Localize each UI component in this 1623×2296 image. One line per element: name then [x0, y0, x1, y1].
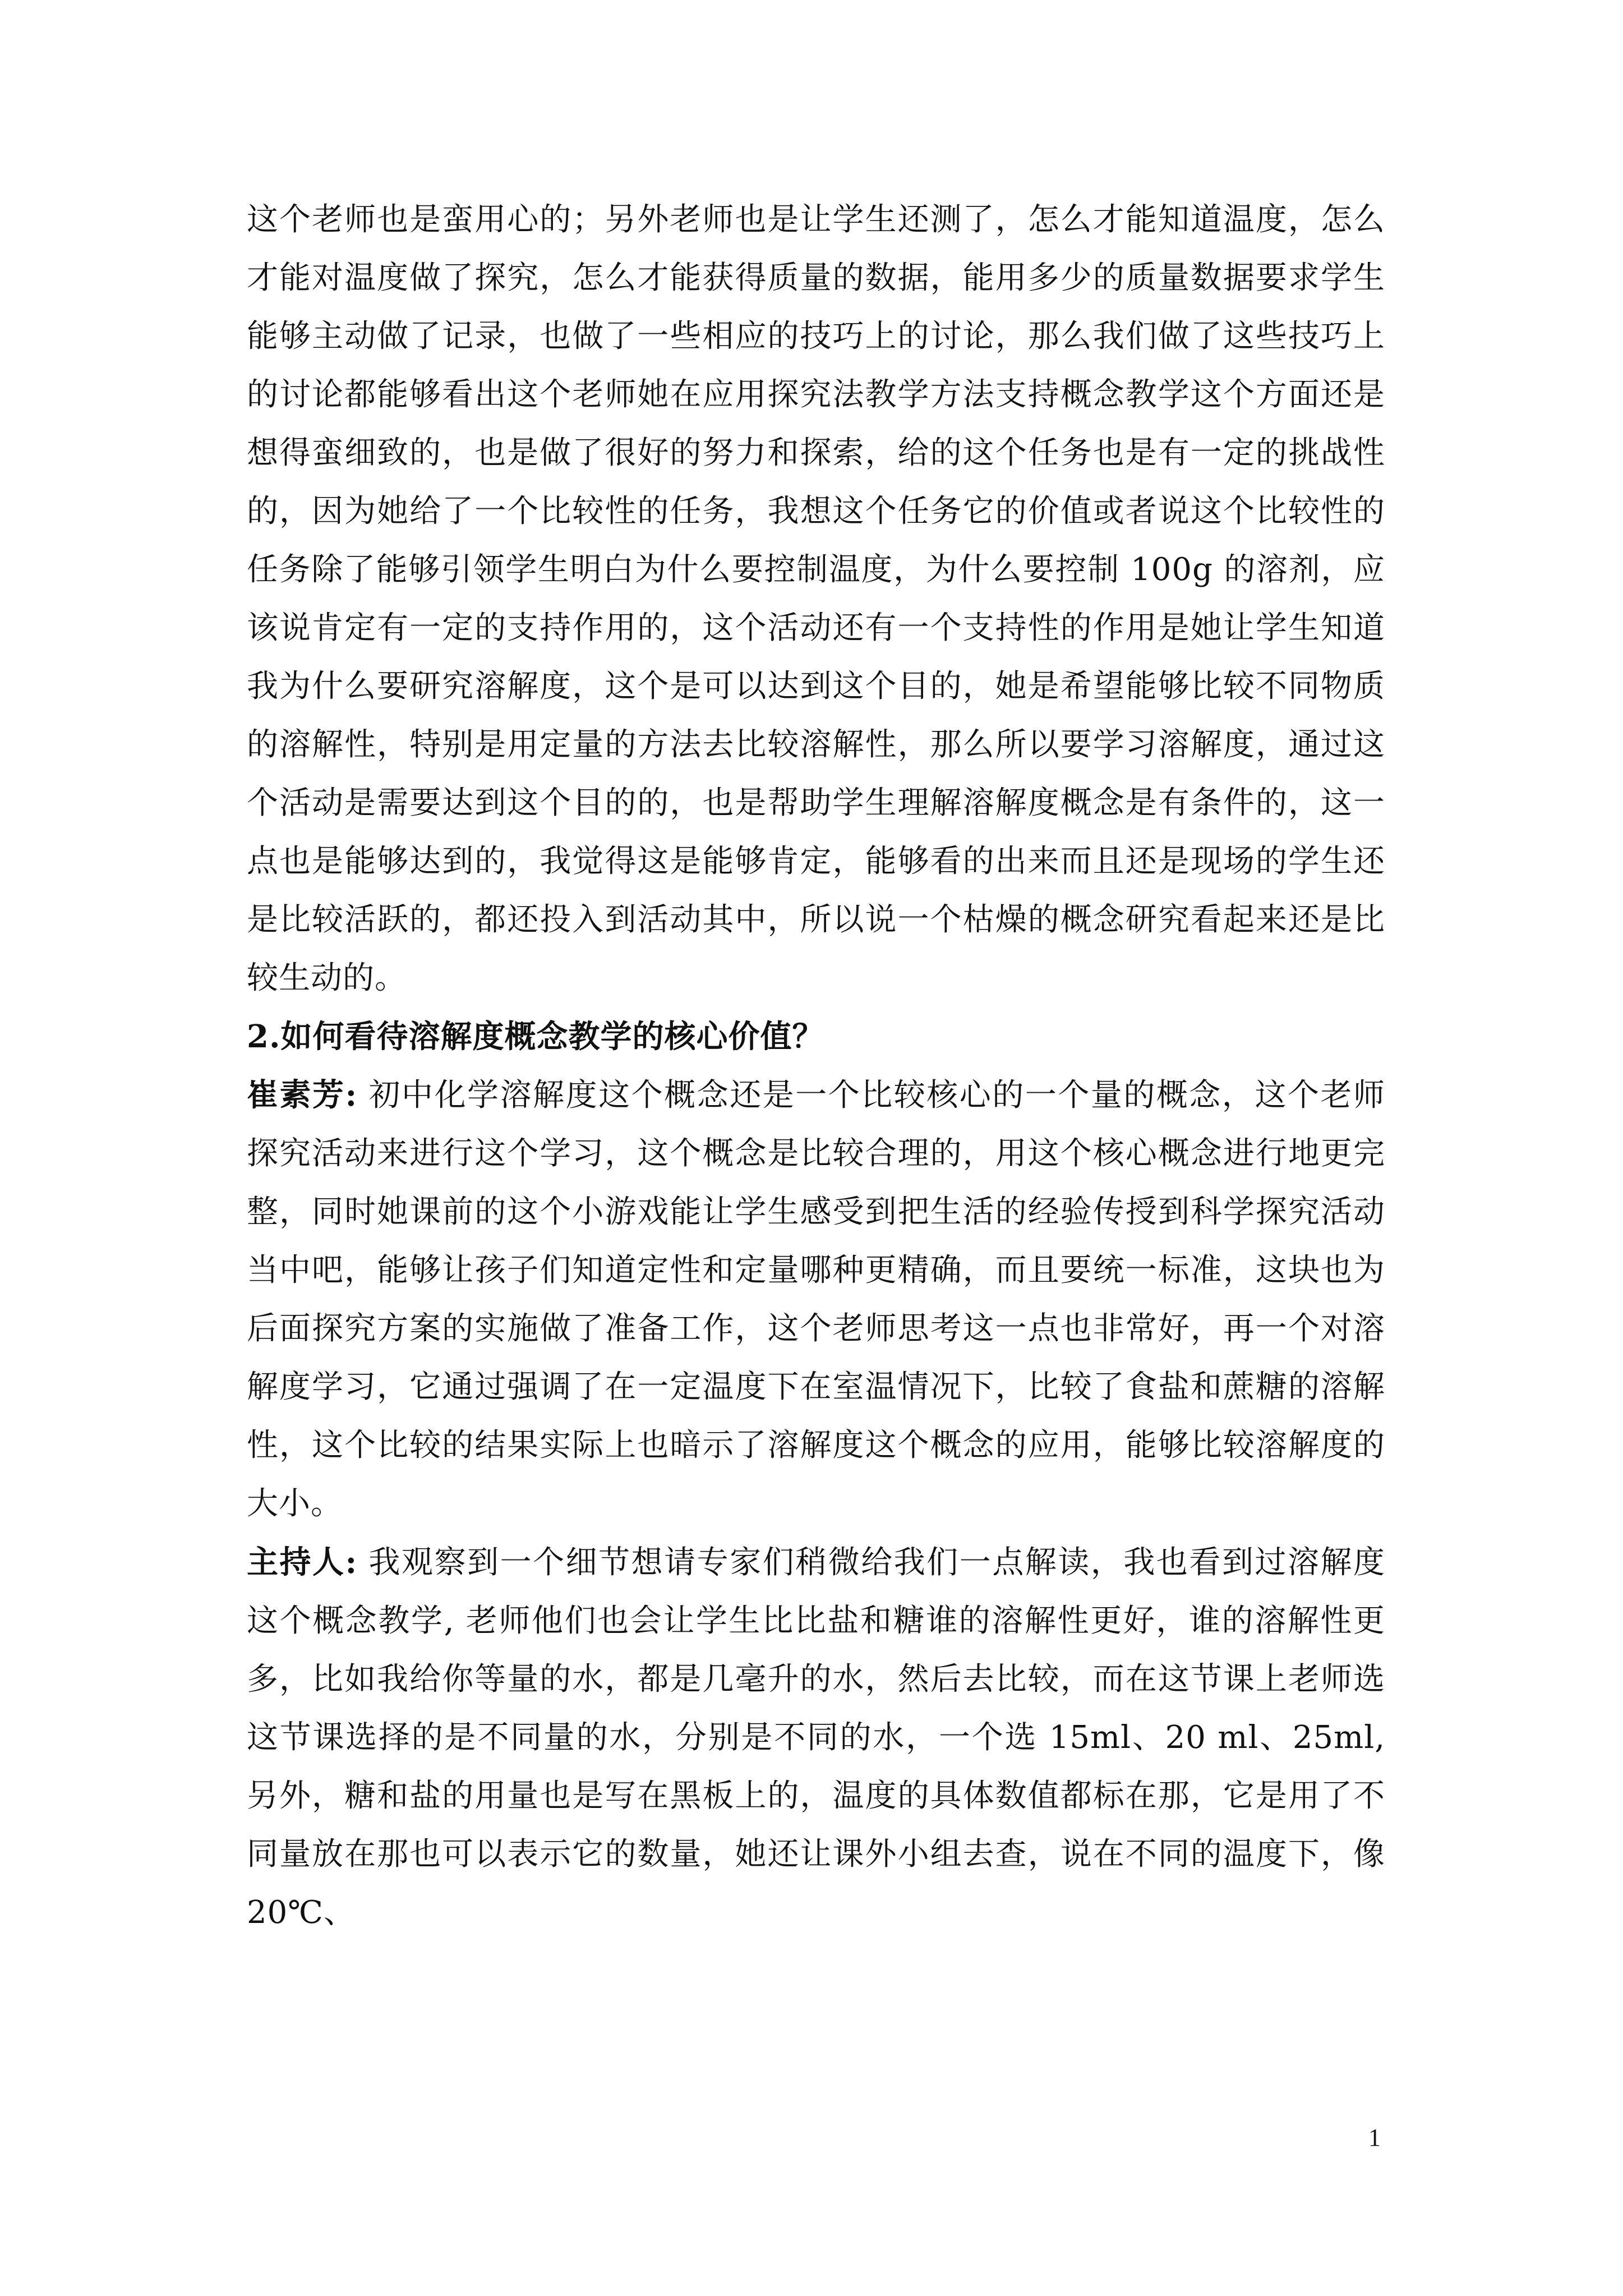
- document-body: [247, 191, 1385, 1942]
- speaker-label: 崔素芳:: [247, 1076, 358, 1114]
- page-number: 1: [1368, 2124, 1381, 2151]
- paragraph-2: [247, 1066, 1385, 1533]
- paragraph-1: 这个老师也是蛮用心的；另外老师也是让学生还测了，怎么才能知道温度，怎么才能对温度做了探究，怎么才能获得质量的数据，能用多少的质量数据要求学生能够主动做了记录，也做了一些相应的技巧上的讨论，那么我们做了这些技巧上的讨论都能够看出这个老师她在应用探究法教学方法支持概念教学这个方面还是想得蛮细致的，也是做了很好的努力和探索，给的这个任务也是有一定的挑战性的，因为她给了一个比较性的任务，我想这个任务它的价值或者说这个比较性的任务除了能够引领学生明白为什么要控制温度，为什么要控制 100g 的溶剂，应该说肯定有一定的支持作用的，这个活动还有一个支持性的作用是她让学生知道我为什么要研究溶解度，这个是可以达到这个目的，她是希望能够比较不同物质的溶解性，特别是用定量的方法去比较溶解性，那么所以要学习溶解度，通过这个活动是需要达到这个目的的，也是帮助学生理解溶解度概念是有条件的，这一点也是能够达到的，我觉得这是能够肯定，能够看的出来而且还是现场的学生还是比较活跃的，都还投入到活动其中，所以说一个枯燥的概念研究看起来还是比较生动的。: [247, 201, 1385, 996]
- speaker-label: 主持人:: [247, 1544, 358, 1581]
- section-heading: 2.如何看待溶解度概念教学的核心价值？: [247, 1018, 824, 1055]
- paragraph-3: [247, 1533, 1385, 1942]
- paragraph-2-text: 初中化学溶解度这个概念还是一个比较核心的一个量的概念，这个老师探究活动来进行这个学习，这个概念是比较合理的，用这个核心概念进行地更完整，同时她课前的这个小游戏能让学生感受到把生活的经验传授到科学探究活动当中吧，能够让孩子们知道定性和定量哪种更精确，而且要统一标准，这块也为后面探究方案的实施做了准备工作，这个老师思考这一点也非常好，再一个对溶解度学习，它通过强调了在一定温度下在室温情况下，比较了食盐和蔗糖的溶解性，这个比较的结果实际上也暗示了溶解度这个概念的应用，能够比较溶解度的大小。: [247, 1077, 1385, 1522]
- paragraph-3-text: 我观察到一个细节想请专家们稍微给我们一点解读，我也看到过溶解度这个概念教学, 老师他们也会让学生比比盐和糖谁的溶解性更好，谁的溶解性更多，比如我给你等量的水，都是几毫升的水，然后去比较，而在这节课上老师选这节课选择的是不同量的水，分别是不同的水，一个选 15ml、20 ml、25ml,另外，糖和盐的用量也是写在黑板上的，温度的具体数值都标在那，它是用了不同量放在那也可以表示它的数量，她还让课外小组去查，说在不同的温度下，像 20℃、: [247, 1544, 1385, 1931]
